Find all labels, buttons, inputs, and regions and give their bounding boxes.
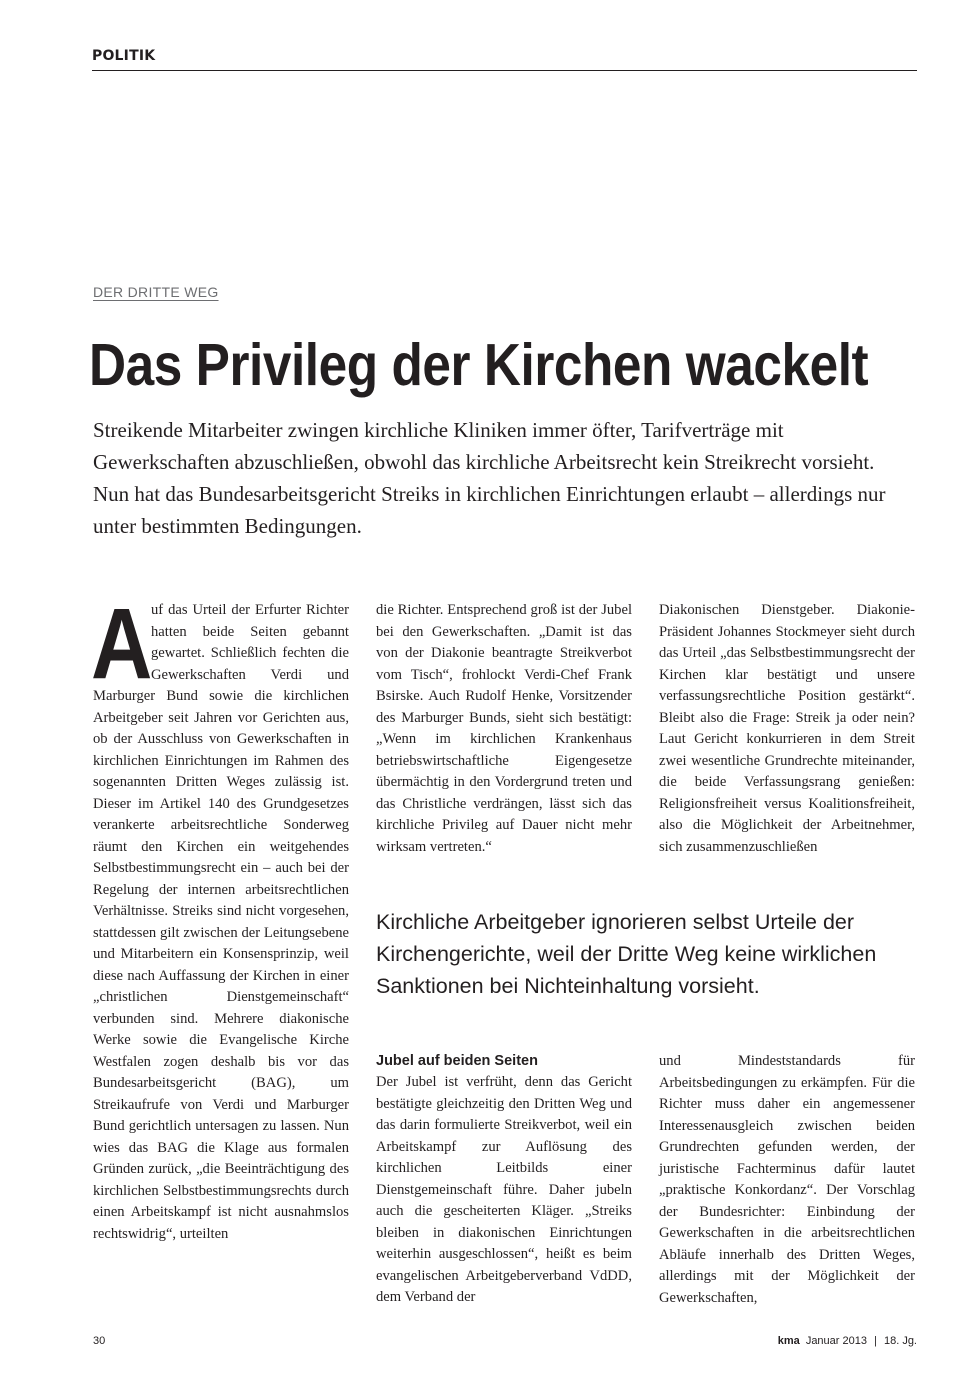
body-column-3-lower [659, 1051, 915, 1309]
kicker: DER DRITTE WEG [93, 284, 219, 300]
body-text-col3-lower: und Mindeststandards für Arbeitsbedingungen zu erkämpfen. Für die Richter muss daher ein angemessener Interessenausgleich zwischen beiden Grundrechten gefunden werden, der juristische Fachterminus dafür lautet „praktische Konkordanz“. Der Vorschlag der Bundesrichter: Einbindung der Gewerkschaften in die arbeitsrechtlichen Abläufe innerhalb des Dritten Weges, allerdings mit der Möglichkeit der Gewerkschaften, [659, 1053, 915, 1306]
body-text-col3: Diakonischen Dienstgeber. Diakonie-Präsident Johannes Stockmeyer sieht durch das Urteil „das Selbstbestimmungsrecht der Kirchen klar bestätigt und unsere verfassungsrechtliche Position gestärkt“. Bleibt also die Frage: Streik ja oder nein? Laut Gericht konkurrieren in dem Streit zwei wesentliche Grundrechte miteinander, die beide Verfassungsrang genießen: Religionsfreiheit versus Koalitionsfreiheit, also die Möglichkeit der Arbeitnehmer, sich zusammenzuschließen [659, 602, 915, 855]
body-text-col1: uf das Urteil der Erfurter Richter hatten beide Seiten gebannt gewartet. Schließlich fechten die Gewerkschaften Verdi und Marburger Bund sowie die kirchlichen Arbeitgeber seit Jahren vor Gerichten aus, ob der Ausschluss von Gewerkschaften in kirchlichen Einrichtungen im Rahmen des sogenannten Dritten Weges zulässig ist. Dieser im Artikel 140 des Grundgesetzes verankerte arbeitsrechtliche Sonderweg räumt den Kirchen ein weitgehendes Selbstbestimmungsrecht ein – auch bei der Regelung der internen arbeitsrechtlichen Verhältnisse. Streiks sind nicht vorgesehen, stattdessen gilt zwischen der Leitungsebene und Mitarbeitern ein Konsensprinzip, weil diese nach Auffassung der Kirchen in einer „christlichen Dienstgemeinschaft“ verbunden sind. Mehrere diakonische Werke sowie die Evangelische Kirche Westfalen zogen deshalb bis vor das Bundesarbeitsgericht (BAG), um Streikaufrufe von Verdi und Marburger Bund gerichtlich untersagen zu lassen. Nun wies das BAG die Klage aus formalen Gründen zurück, „die Beeinträchtigung des kirchlichen Selbstbestimmungsrechts durch einen Arbeitskampf ist nicht ausnahmslos rechtswidrig“, urteilten [93, 602, 349, 1242]
body-column-2 [376, 600, 632, 858]
body-text-col2: die Richter. Entsprechend groß ist der Jubel bei den Gewerkschaften. „Damit ist das von der Diakonie beantragte Streikverbot vom Tisch“, frohlockt Verdi-Chef Frank Bsirske. Auch Rudolf Henke, Vorsitzender des Marburger Bunds, sieht sich bestätigt: „Wenn im kirchlichen Krankenhaus betriebswirtschaftliche Eigengesetze übermächtig in den Vordergrund treten und das Christliche verdrängen, lässt sich das kirchliche Privileg auf Dauer nicht mehr wirksam vertreten.“ [376, 602, 632, 855]
volume: 18. Jg. [883, 1335, 917, 1347]
lead-paragraph: Streikende Mitarbeiter zwingen kirchliche Kliniken immer öfter, Tarifverträge mit Gewerkschaften abzuschließen, obwohl das kirchliche Arbeitsrecht kein Streikrecht vorsieht. Nun hat das Bundesarbeitsgericht Streiks in kirchlichen Einrichtungen erlaubt – allerdings nur unter bestimmten Bedingungen. [93, 418, 886, 538]
headline: Das Privileg der Kirchen wackelt [89, 332, 869, 398]
body-column-3 [659, 600, 915, 858]
section-label: POLITIK [92, 48, 156, 64]
drop-cap: A [91, 588, 153, 700]
pull-quote: Kirchliche Arbeitgeber ignorieren selbst Urteile der Kirchengerichte, weil der Dritte Weg keine wirklichen Sanktionen bei Nichteinhaltung vorsieht. [376, 910, 877, 998]
body-text-col2-lower: Der Jubel ist verfrüht, denn das Gericht bestätigte gleichzeitig den Dritten Weg und das darin formulierte Streikverbot, weil ein Arbeitskampf zur Auflösung des kirchlichen Leitbilds einer Dienstgemeinschaft führe. Daher jubeln auch die gescheiterten Kläger. „Streiks bleiben in diakonischen Einrichtungen weiterhin ausgeschlossen“, heißt es beim evangelischen Arbeitgeberverband VdDD, dem Verband der [376, 1074, 632, 1305]
body-column-1 [91, 588, 349, 1306]
subheading: Jubel auf beiden Seiten [376, 1053, 538, 1069]
brand-logo: kma [777, 1335, 800, 1347]
body-column-2-lower [376, 1051, 632, 1309]
page-number: 30 [93, 1335, 106, 1347]
footer-info [778, 1335, 917, 1347]
footer-separator: | [874, 1335, 877, 1347]
header-rule [92, 70, 917, 71]
issue-date: Januar 2013 [805, 1335, 867, 1347]
